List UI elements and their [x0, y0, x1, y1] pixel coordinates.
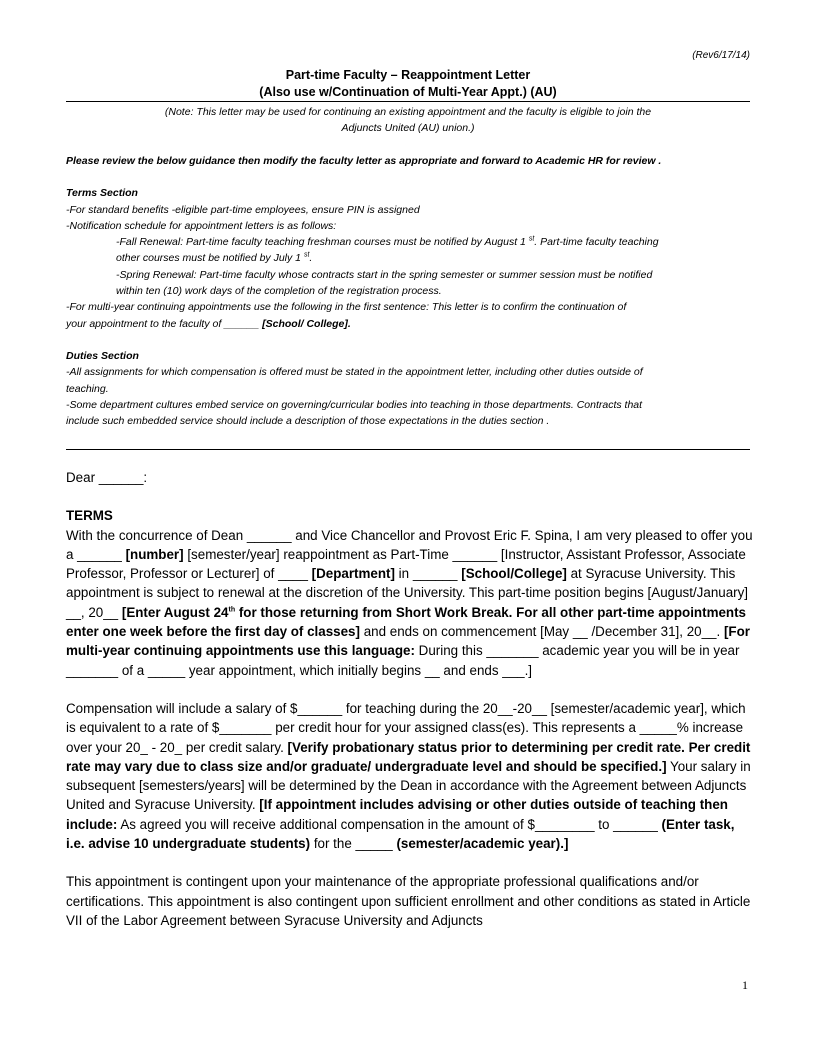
guidance-section	[66, 153, 756, 429]
letter-header	[66, 67, 750, 101]
duties-guidance-2: -Some department cultures embed service on governing/curricular bodies into teaching in those departments. Contracts that	[66, 398, 643, 411]
terms-guidance-spring: -Spring Renewal: Part-time faculty whose contracts start in the spring semester or summer session must be notified	[116, 268, 653, 281]
note-line-1: (Note: This letter may be used for continuing an existing appointment and the faculty is eligible to join the	[164, 106, 652, 118]
terms-paragraph: With the concurrence of Dean ______ and Vice Chancellor and Provost Eric F. Spina, I am very pleased to offer you a ______ [number] [semester/year] reappointment as Part-Time ______ [Instructor, Assistant Professor, Associate Professor, Professor or Lecturer] of ____ [Department] in ______ [School/College] at Syracuse University. This appointment is subject to renewal at the discretion of the University. This part-time position begins [August/January] __, 20__ [Enter August 24th for those returning from Short Work Break. For all other part-time appointments enter one week before the first day of classes] and ends on commencement [May __ /December 31], 20__. [For multi-year continuing appointments use this language: During this _______ academic year you will be in year _______ of a _____ year appointment, which initially begins __ and ends ___.]	[66, 527, 753, 678]
header-divider	[66, 101, 750, 102]
terms-title: TERMS	[66, 508, 113, 524]
duties-section-heading: Duties Section	[66, 349, 139, 362]
duties-guidance-1-cont: teaching.	[66, 382, 109, 395]
review-instruction: Please review the below guidance then modify the faculty letter as appropriate and forward to Academic HR for review .	[66, 155, 662, 167]
page-number: 1	[742, 978, 748, 992]
compensation-paragraph: Compensation will include a salary of $______ for teaching during the 20__-20__ [semester/academic year], which is equivalent to a rate of $_______ per credit hour for your assigned class(es). This represents a _____% increase over your 20_ - 20_ per credit salary. [Verify probationary status prior to determining per credit rate. Per credit rate may vary due to class size and/or graduate/ undergraduate level and should be specified.] Your salary in subsequent [semesters/years] will be determined by the Dean in accordance with the Agreement between Adjuncts United and Syracuse University. [If appointment includes advising or other duties outside of teaching then include: As agreed you will receive additional compensation in the amount of $________ to ______ (Enter task, i.e. advise 10 undergraduate students) for the _____ (semester/academic year).]	[66, 700, 751, 852]
contingency-paragraph: This appointment is contingent upon your maintenance of the appropriate professional qualifications and/or certifications. This appointment is also contingent upon sufficient enrollment and other conditions as stated in Article VII of the Labor Agreement between Syracuse University and Adjuncts	[66, 874, 751, 928]
terms-guidance-multiyear: -For multi-year continuing appointments use the following in the first sentence: This letter is to confirm the continuation of	[66, 301, 627, 314]
letter-body	[66, 468, 756, 930]
terms-section-heading: Terms Section	[66, 187, 138, 200]
note-line-2: Adjuncts United (AU) union.)	[341, 122, 475, 134]
usage-note	[66, 104, 750, 136]
duties-guidance-1: -All assignments for which compensation is offered must be stated in the appointment letter, including other duties outside of	[66, 366, 643, 379]
document-subtitle: (Also use w/Continuation of Multi-Year Appt.) (AU)	[259, 85, 557, 99]
terms-guidance-fall-cont: other courses must be notified by July 1 $^{st}$.	[116, 251, 313, 265]
terms-guidance-fall: -Fall Renewal: Part-time faculty teaching freshman courses must be notified by August 1 $^{st}$. Part-time faculty teaching	[116, 235, 659, 249]
terms-guidance-multiyear-cont: your appointment to the faculty of ______ [School/ College].	[66, 317, 351, 330]
terms-guidance-1: -For standard benefits -eligible part-time employees, ensure PIN is assigned	[66, 203, 420, 216]
salutation: Dear ______:	[66, 470, 148, 485]
section-divider	[66, 449, 750, 450]
terms-guidance-spring-cont: within ten (10) work days of the completion of the registration process.	[116, 285, 442, 298]
revision-date: (Rev6/17/14)	[692, 50, 750, 61]
terms-guidance-2: -Notification schedule for appointment letters is as follows:	[66, 219, 337, 232]
document-title: Part-time Faculty – Reappointment Letter	[285, 68, 531, 82]
duties-guidance-2-cont: include such embedded service should include a description of those expectations in the duties section .	[66, 415, 550, 428]
